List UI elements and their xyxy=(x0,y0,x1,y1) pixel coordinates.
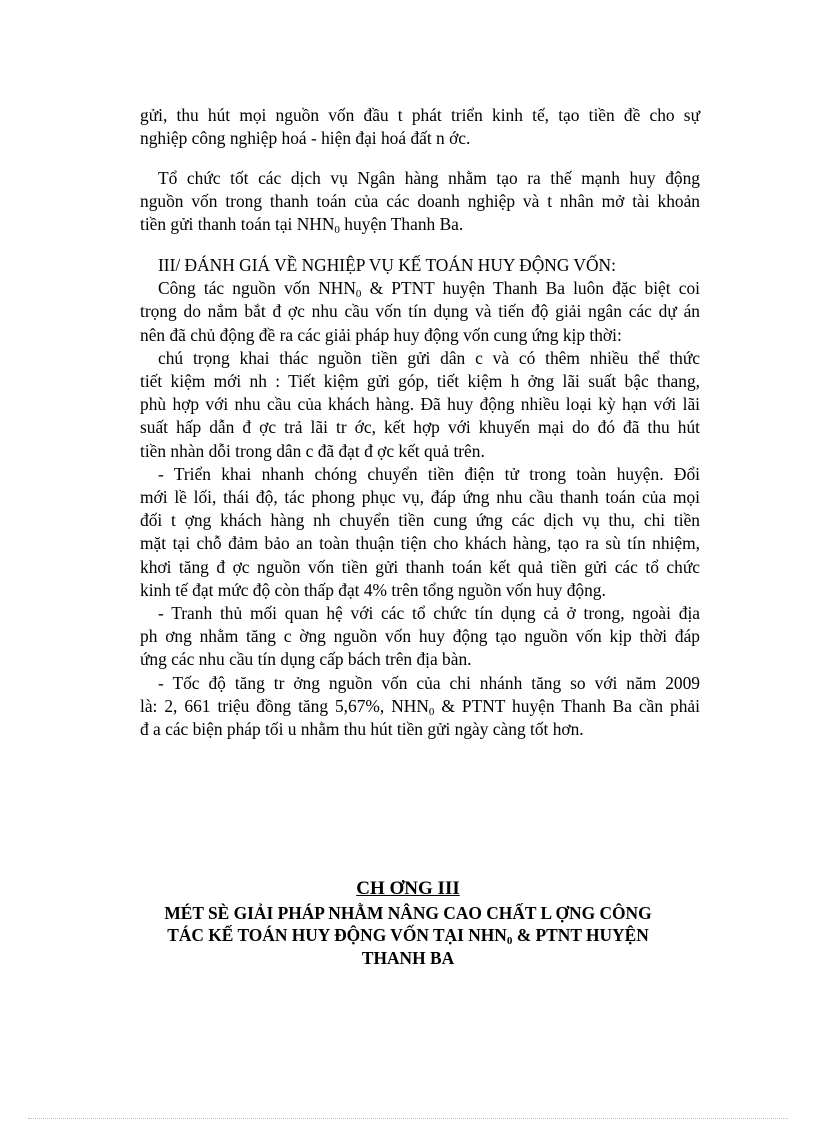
chapter-subtitle-line: THANH BA xyxy=(361,947,455,968)
text-line: Công tác nguồn vốn $NHN_0$ & PTNT huyện Thanh Ba luôn đặc biệt coi xyxy=(158,278,700,301)
text-line: tiền nhàn dỗi trong dân c đã đạt đ ợc kết quả trên. xyxy=(140,440,485,461)
page-border-dotted xyxy=(28,1118,788,1119)
text-line: - Tranh thủ mối quan hệ với các tổ chức tín dụng cả ở trong, ngoài địa xyxy=(158,603,700,624)
text-line: ph ơng nhằm tăng c ờng nguồn vốn huy động tạo nguồn vốn kịp thời đáp xyxy=(140,626,700,647)
text-line: chú trọng khai thác nguồn tiền gửi dân c và có thêm nhiều thể thức xyxy=(158,347,700,368)
text-line: phù hợp với nhu cầu của khách hàng. Đã huy động nhiều loại kỳ hạn với lãi xyxy=(140,394,700,415)
text-line: ứng các nhu cầu tín dụng cấp bách trên địa bàn. xyxy=(140,649,472,670)
text-line: nguồn vốn trong thanh toán của các doanh nghiệp và t nhân mở tài khoản xyxy=(140,191,700,212)
text-line: đ a các biện pháp tối u nhằm thu hút tiền gửi ngày càng tốt hơn. xyxy=(140,719,584,740)
section-heading: III/ ĐÁNH GIÁ VỀ NGHIỆP VỤ KẾ TOÁN HUY ĐỘNG VỐN: xyxy=(158,255,616,275)
text-line: là: 2, 661 triệu đồng tăng 5,67%, $NHN_0$ & PTNT huyện Thanh Ba cần phải xyxy=(140,695,700,718)
text-line: mới lề lối, thái độ, tác phong phục vụ, đáp ứng nhu cầu thanh toán của mọi xyxy=(140,487,700,508)
text-line: Tổ chức tốt các dịch vụ Ngân hàng nhằm tạo ra thế mạnh huy động xyxy=(158,168,700,188)
text-line: trọng do nắm bắt đ ợc nhu cầu vốn tín dụng và tiến độ giải ngân các dự án xyxy=(140,301,700,322)
text-line: mặt tại chỗ đảm bảo an toàn thuận tiện cho khách hàng, tạo ra sù tín nhiệm, xyxy=(140,533,700,554)
text-line: kinh tế đạt mức độ còn thấp đạt 4% trên tổng nguồn vốn huy động. xyxy=(140,579,606,600)
chapter-title: CH ƠNG III xyxy=(356,878,460,899)
text-line: tiền gửi thanh toán tại $NHN_0$ huyện Thanh Ba. xyxy=(140,214,464,237)
chapter-heading xyxy=(100,877,716,969)
chapter-subtitle-line: TÁC KẾ TOÁN HUY ĐỘNG VỐN TẠI $NHN_0$ & PTNT HUYỆN xyxy=(167,925,649,947)
text-line: tiết kiệm mới nh : Tiết kiệm gửi góp, tiết kiệm h ởng lãi suất bậc thang, xyxy=(140,371,700,392)
paragraph-services xyxy=(140,167,700,237)
text-line: nên đã chủ động đề ra các giải pháp huy động vốn cung ứng kịp thời: xyxy=(140,324,622,345)
text-line: - Tốc độ tăng tr ởng nguồn vốn của chi nhánh tăng so với năm 2009 xyxy=(158,672,700,693)
section-evaluation xyxy=(140,254,700,741)
paragraph-intro xyxy=(140,104,700,150)
text-line: nghiệp công nghiệp hoá - hiện đại hoá đất n ớc. xyxy=(140,128,471,149)
text-line: - Triển khai nhanh chóng chuyển tiền điện tử trong toàn huyện. Đổi xyxy=(158,463,700,484)
text-line: đối t ợng khách hàng nh chuyển tiền cung ứng các dịch vụ thu, chi tiền xyxy=(140,510,700,531)
chapter-subtitle-line: MÉT SÈ GIẢI PHÁP NHẰM NÂNG CAO CHẤT L ỢNG CÔNG xyxy=(164,902,652,923)
text-line: khơi tăng đ ợc nguồn vốn tiền gửi thanh toán kết quả tiền gửi các tổ chức xyxy=(140,556,700,577)
text-line: gửi, thu hút mọi nguồn vốn đầu t phát triển kinh tế, tạo tiền đề cho sự xyxy=(140,105,700,125)
text-line: suất hấp dẫn đ ợc trả lãi tr ớc, kết hợp với khuyến mại do đó đã thu hút xyxy=(140,417,700,438)
